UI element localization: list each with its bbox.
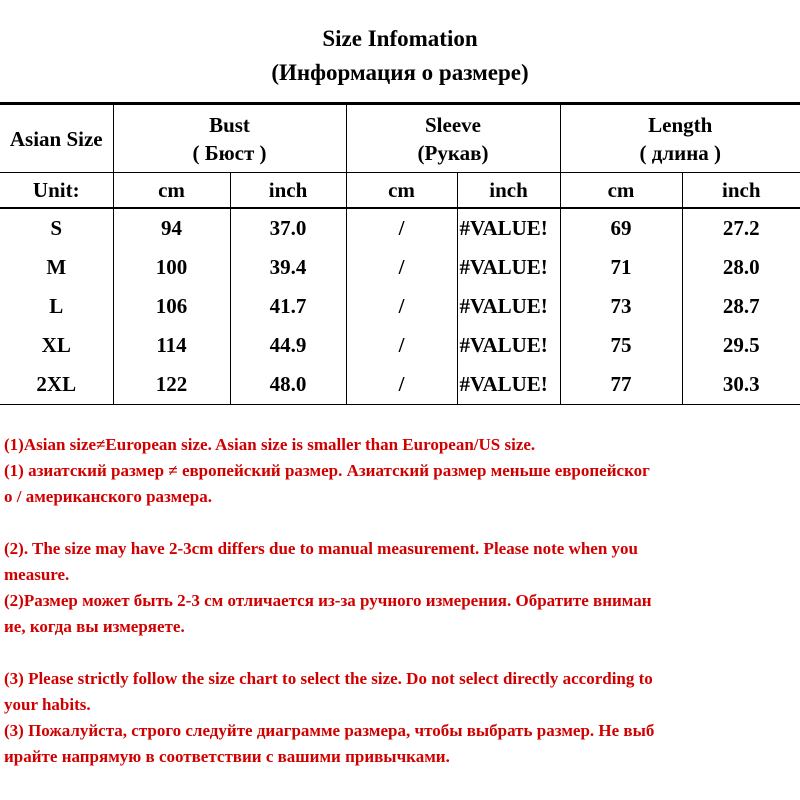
spacer (4, 640, 796, 666)
table-cell: / (346, 365, 457, 405)
unit-cell: inch (682, 173, 800, 209)
header-asian-size: Asian Size (0, 105, 113, 173)
header-length-en: Length (648, 112, 713, 137)
table-cell: #VALUE! (457, 326, 560, 365)
table-row (0, 326, 800, 365)
unit-label: Unit: (0, 173, 113, 209)
size-table (0, 104, 800, 405)
table-cell: 71 (560, 248, 682, 287)
table-cell: 28.0 (682, 248, 800, 287)
header-bust-ru: ( Бюст ) (192, 140, 267, 165)
header-row (0, 105, 800, 173)
notes-section (4, 432, 796, 770)
note-1-ru: (1) азиатский размер ≠ европейский размер. Азиатский размер меньше европейског (4, 461, 650, 480)
table-cell: 122 (113, 365, 230, 405)
table-cell: 75 (560, 326, 682, 365)
table-row (0, 208, 800, 248)
table-cell: / (346, 208, 457, 248)
table-cell: / (346, 326, 457, 365)
size-label: S (0, 208, 113, 248)
unit-cell: inch (457, 173, 560, 209)
header-bust-en: Bust (209, 112, 250, 137)
table-cell: 114 (113, 326, 230, 365)
table-cell: 41.7 (230, 287, 346, 326)
table-cell: 39.4 (230, 248, 346, 287)
table-cell: #VALUE! (457, 287, 560, 326)
header-length-ru: ( длина ) (639, 140, 722, 165)
table-cell: 48.0 (230, 365, 346, 405)
note-3-ru-cont: ирайте напрямую в соответствии с вашими привычками. (4, 747, 450, 766)
table-row (0, 287, 800, 326)
table-cell: 29.5 (682, 326, 800, 365)
table-cell: 44.9 (230, 326, 346, 365)
header-length (560, 105, 800, 173)
note-3-ru: (3) Пожалуйста, строго следуйте диаграмме размера, чтобы выбрать размер. Не выб (4, 721, 655, 740)
note-1-ru-cont: о / американского размера. (4, 487, 212, 506)
header-sleeve-ru: (Рукав) (417, 140, 489, 165)
size-label: L (0, 287, 113, 326)
title-block (0, 0, 800, 104)
note-2-en-cont: measure. (4, 565, 70, 584)
unit-cell: cm (113, 173, 230, 209)
size-label: XL (0, 326, 113, 365)
unit-cell: inch (230, 173, 346, 209)
unit-cell: cm (346, 173, 457, 209)
table-row (0, 248, 800, 287)
table-cell: 94 (113, 208, 230, 248)
table-cell: #VALUE! (457, 365, 560, 405)
header-bust (113, 105, 346, 173)
note-3-en-cont: your habits. (4, 695, 91, 714)
size-label: 2XL (0, 365, 113, 405)
table-row (0, 365, 800, 405)
table-cell: / (346, 248, 457, 287)
table-cell: #VALUE! (457, 208, 560, 248)
unit-row (0, 173, 800, 209)
unit-cell: cm (560, 173, 682, 209)
table-cell: 106 (113, 287, 230, 326)
table-cell: 27.2 (682, 208, 800, 248)
header-sleeve (346, 105, 560, 173)
table-cell: 69 (560, 208, 682, 248)
note-2-en: (2). The size may have 2-3cm differs due to manual measurement. Please note when you (4, 539, 638, 558)
header-sleeve-en: Sleeve (425, 112, 481, 137)
table-cell: 28.7 (682, 287, 800, 326)
table-cell: 77 (560, 365, 682, 405)
table-cell: 100 (113, 248, 230, 287)
table-cell: / (346, 287, 457, 326)
table-cell: 30.3 (682, 365, 800, 405)
page-title: Size Infomation (322, 26, 478, 51)
spacer (4, 510, 796, 536)
table-cell: 37.0 (230, 208, 346, 248)
note-2-ru: (2)Размер может быть 2-3 см отличается из-за ручного измерения. Обратите вниман (4, 591, 652, 610)
note-1-en: (1)Asian size≠European size. Asian size is smaller than European/US size. (4, 435, 536, 454)
page-title-ru: (Информация о размере) (271, 60, 529, 85)
note-2-ru-cont: ие, когда вы измеряете. (4, 617, 185, 636)
note-3-en: (3) Please strictly follow the size chart to select the size. Do not select directly according to (4, 669, 653, 688)
table-cell: #VALUE! (457, 248, 560, 287)
size-label: M (0, 248, 113, 287)
table-cell: 73 (560, 287, 682, 326)
